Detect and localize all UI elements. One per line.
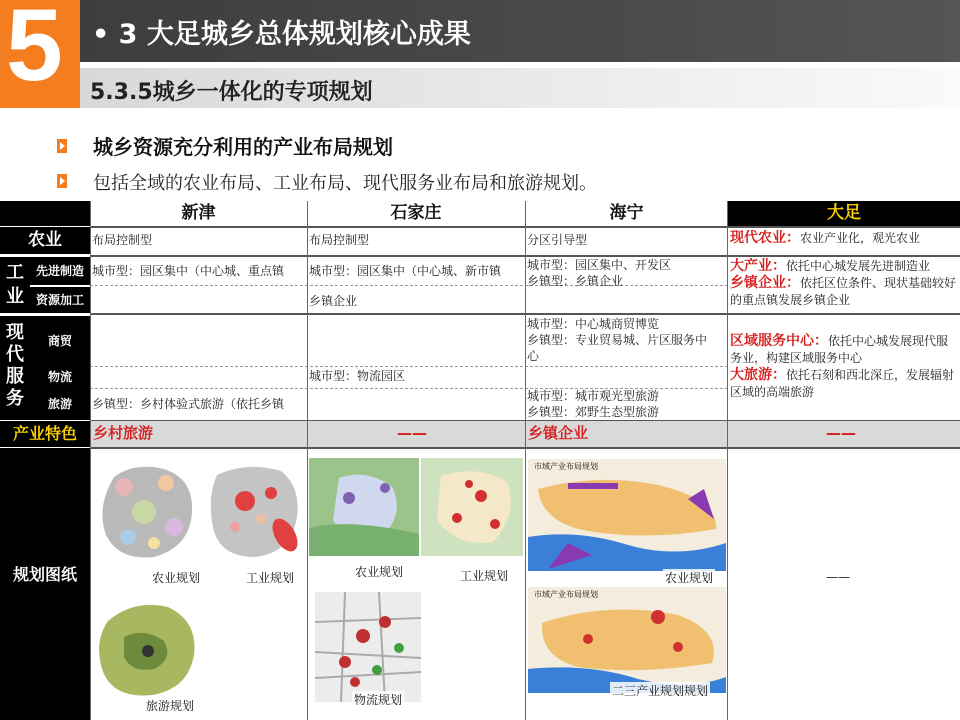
dazu-ind-key-2: 乡镇企业： <box>730 275 800 291</box>
row-label-tourism: 旅游 <box>30 388 90 420</box>
cell-industry-dazu <box>730 258 956 309</box>
row-label-industry: 工业 <box>0 257 30 313</box>
column-header-shijiazhuang: 石家庄 <box>307 201 525 226</box>
caption-xinjin-agriculture: 农业规划 <box>152 571 201 585</box>
cell-services-dazu <box>730 333 956 401</box>
subtitle-bar <box>80 68 960 108</box>
map-xinjin-industry <box>205 457 305 567</box>
caption-xinjin-industry: 工业规划 <box>246 571 295 585</box>
map-xinjin-agriculture <box>94 457 206 567</box>
caption-shijiazhuang-industry: 工业规划 <box>460 569 509 583</box>
haining-map-title-2: 市域产业布局规划 <box>534 590 598 599</box>
page-subtitle: 5.3.5城乡一体化的专项规划 <box>90 80 373 105</box>
dazu-ind-key-1: 大产业： <box>730 258 786 274</box>
row-label-resource-processing: 资源加工 <box>30 287 90 313</box>
cell-tourism-haining-1: 城市型：城市观光型旅游 <box>527 389 660 403</box>
map-xinjin-tourism <box>94 597 206 701</box>
dazu-agri-text: 农业产业化，观光农业 <box>800 231 921 245</box>
cell-agriculture-shijiazhuang: 布局控制型 <box>309 233 370 247</box>
caption-shijiazhuang-agriculture: 农业规划 <box>355 565 404 579</box>
cell-agriculture-dazu <box>730 230 958 247</box>
caption-xinjin-tourism: 旅游规划 <box>146 699 195 713</box>
map-shijiazhuang-logistics <box>315 592 421 702</box>
page-title: • 3 大足城乡总体规划核心成果 <box>92 19 471 50</box>
row-label-planning-maps: 规划图纸 <box>0 448 90 720</box>
row-label-commerce: 商贸 <box>30 316 90 366</box>
title-bar <box>80 0 960 62</box>
cell-commerce-haining-2: 乡镇型：专业贸易城、片区服务中心 <box>527 333 708 363</box>
table-corner <box>0 201 90 226</box>
row-label-advanced-manufacturing: 先进制造 <box>30 257 90 285</box>
map-haining-secondary-tertiary <box>528 587 726 693</box>
column-header-dazu: 大足 <box>728 201 960 226</box>
dazu-agri-key: 现代农业： <box>730 230 800 246</box>
bullet-heading: 城乡资源充分利用的产业布局规划 <box>93 135 393 159</box>
cell-industry-adv-shijiazhuang: 城市型：园区集中（中心城、新市镇 <box>309 264 502 278</box>
dazu-srv-text-1: 依托中心城发展现代服务业，构建区域服务中心 <box>730 334 949 365</box>
dazu-srv-text-2: 依托石刻和西北深丘，发展辐射区域的高端旅游 <box>730 368 955 399</box>
feature-xinjin: 乡村旅游 <box>93 425 154 442</box>
caption-haining-secondary-tertiary: 二三产业规划规划 <box>612 684 709 698</box>
dazu-ind-text-2: 依托区位条件、现状基础较好的重点镇发展乡镇企业 <box>730 276 956 307</box>
map-shijiazhuang-agriculture <box>309 458 419 556</box>
column-header-xinjin: 新津 <box>90 201 307 226</box>
cell-agriculture-xinjin: 布局控制型 <box>92 233 153 247</box>
dazu-srv-key-1: 区域服务中心： <box>730 333 828 349</box>
dazu-srv-key-2: 大旅游： <box>730 367 786 383</box>
cell-logistics-shijiazhuang: 城市型：物流园区 <box>309 369 406 383</box>
maps-dazu: —— <box>826 570 850 584</box>
bullet-arrow-icon <box>57 139 69 153</box>
row-label-logistics: 物流 <box>30 366 90 388</box>
cell-industry-adv-haining-1: 城市型：园区集中、开发区 <box>527 258 672 272</box>
feature-haining: 乡镇企业 <box>528 425 589 442</box>
caption-shijiazhuang-logistics: 物流规划 <box>354 693 403 707</box>
cell-industry-res-shijiazhuang: 乡镇企业 <box>309 294 358 308</box>
row-label-agriculture: 农业 <box>0 227 90 254</box>
section-number-badge <box>0 0 80 108</box>
dazu-ind-text-1: 依托中心城发展先进制造业 <box>786 259 931 273</box>
row-label-modern-services: 现代服务 <box>0 316 30 420</box>
bullet-arrow-icon <box>57 174 69 188</box>
feature-shijiazhuang: —— <box>397 425 427 442</box>
cell-industry-adv-haining-2: 乡镇型：乡镇企业 <box>527 274 624 288</box>
bullet-text: 包括全域的农业布局、工业布局、现代服务业布局和旅游规划。 <box>93 173 597 194</box>
cell-tourism-haining-2: 乡镇型：郊野生态型旅游 <box>527 405 660 419</box>
map-haining-agriculture <box>528 459 726 571</box>
cell-tourism-xinjin: 乡镇型：乡村体验式旅游（依托乡镇 <box>92 397 285 411</box>
feature-dazu: —— <box>826 425 856 442</box>
cell-commerce-haining-1: 城市型：中心城商贸博览 <box>527 317 660 331</box>
map-shijiazhuang-industry <box>421 458 523 556</box>
haining-map-title-1: 市域产业布局规划 <box>534 462 598 471</box>
cell-agriculture-haining: 分区引导型 <box>527 233 588 247</box>
row-label-industry-feature: 产业特色 <box>0 421 90 447</box>
cell-industry-adv-xinjin: 城市型：园区集中（中心城、重点镇 <box>92 264 285 278</box>
column-header-haining: 海宁 <box>525 201 728 226</box>
caption-haining-agriculture: 农业规划 <box>665 571 714 585</box>
comparison-table <box>0 201 960 720</box>
section-number: 5 <box>6 0 63 102</box>
